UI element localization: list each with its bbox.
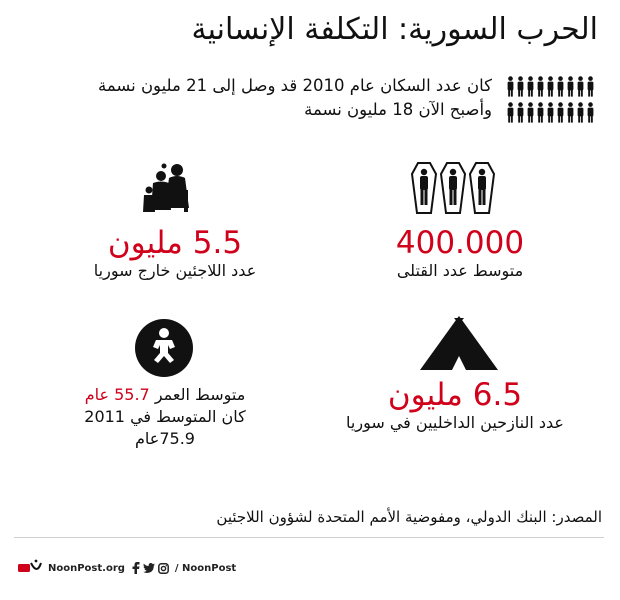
life-expectancy: [60, 384, 270, 450]
divider: [14, 537, 604, 538]
life-expectancy-line-2: كان المتوسط في 2011: [84, 407, 246, 426]
life-expectancy-line-3: 75.9عام: [135, 429, 195, 448]
life-expectancy-value: 55.7 عام: [84, 385, 150, 404]
life-expectancy-line-1: [60, 384, 270, 406]
footer-site[interactable]: NoonPost.org: [48, 562, 125, 574]
facebook-icon[interactable]: [131, 562, 140, 574]
twitter-icon[interactable]: [143, 563, 155, 574]
life-expectancy-label: متوسط العمر: [154, 385, 246, 404]
killed-stat: [360, 226, 560, 282]
baby-icon: [134, 318, 194, 378]
footer: [18, 558, 236, 578]
people-grid-icon: [506, 76, 598, 124]
population-intro: [72, 74, 492, 122]
tent-icon: [420, 316, 498, 370]
instagram-icon[interactable]: [158, 563, 169, 574]
idps-label: عدد النازحين الداخليين في سوريا: [346, 413, 564, 432]
intro-line-1: كان عدد السكان عام 2010 قد وصل إلى 21 مليون نسمة: [98, 76, 492, 95]
page-title: الحرب السورية: التكلفة الإنسانية: [191, 12, 598, 47]
idps-number: 6.5 مليون: [387, 377, 523, 413]
footer-handle[interactable]: / NoonPost: [174, 562, 237, 574]
source-note: المصدر: البنك الدولي، ومفوضية الأمم المتحدة لشؤون اللاجئين: [216, 508, 602, 526]
killed-number: 400.000: [395, 225, 525, 261]
refugees-label: عدد اللاجئين خارج سوريا: [93, 261, 257, 280]
refugees-number: 5.5 مليون: [107, 225, 243, 261]
killed-label: متوسط عدد القتلى: [396, 261, 524, 280]
intro-line-2: وأصبح الآن 18 مليون نسمة: [304, 100, 492, 119]
refugees-stat: [70, 226, 280, 282]
coffins-icon: [410, 162, 496, 214]
social-icons: [131, 562, 169, 574]
family-icon: [140, 160, 196, 216]
noonpost-logo-icon: [18, 559, 42, 577]
idps-stat: [330, 378, 580, 434]
